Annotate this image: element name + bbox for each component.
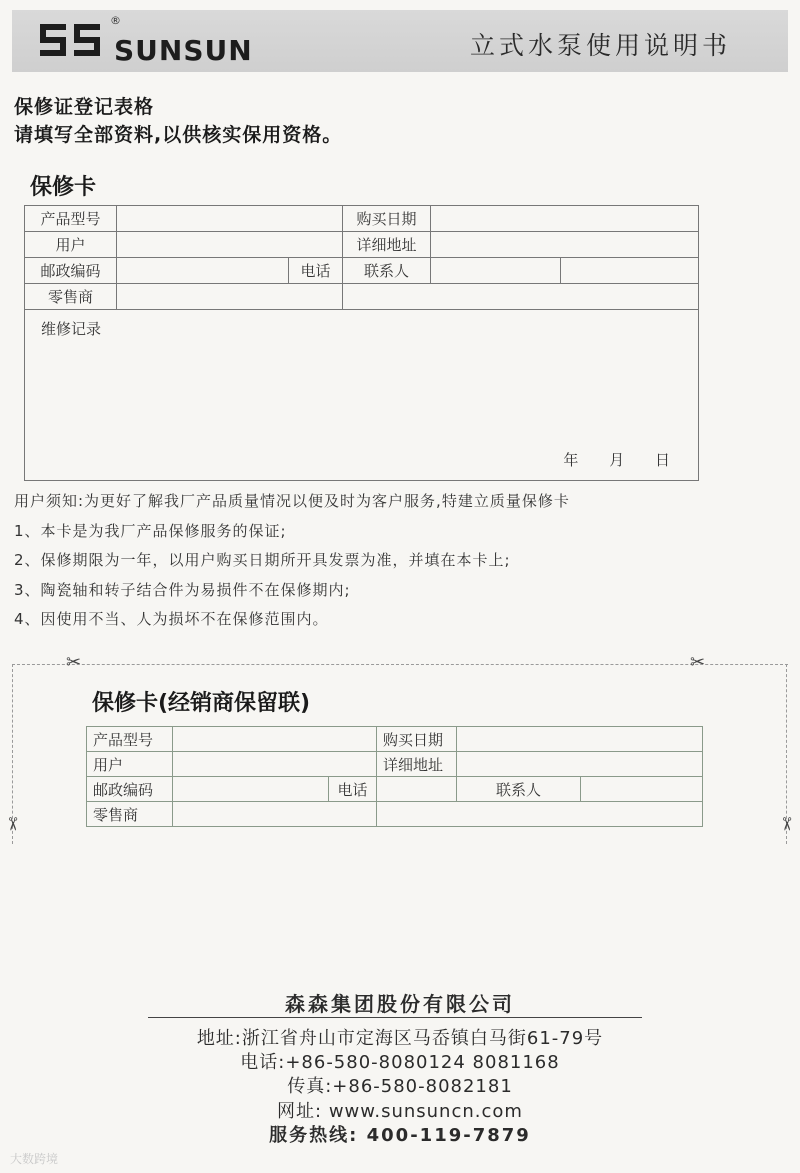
notice-item-2: 2、保修期限为一年，以用户购买日期所开具发票为准，并填在本卡上; [14, 551, 511, 569]
document-title: 立式水泵使用说明书 [470, 31, 732, 60]
address-label: 详细地址 [377, 752, 457, 777]
purchase-date-field[interactable] [431, 206, 699, 232]
year-label: 年 [563, 451, 579, 469]
retailer-extra-field[interactable] [377, 802, 703, 827]
address-field[interactable] [457, 752, 703, 777]
notice-item-3: 3、陶瓷轴和转子结合件为易损件不在保修期内; [14, 581, 351, 599]
company-website: 网址: www.sunsuncn.com [277, 1101, 523, 1122]
postal-code-label: 邮政编码 [25, 258, 117, 284]
user-label: 用户 [87, 752, 173, 777]
date-row [537, 449, 670, 470]
company-name: 森森集团股份有限公司 [285, 992, 515, 1016]
retailer-label: 零售商 [25, 284, 117, 310]
company-address: 地址:浙江省舟山市定海区马岙镇白马街61-79号 [196, 1028, 604, 1049]
table-row [25, 258, 699, 284]
user-field[interactable] [117, 232, 343, 258]
notice-heading: 用户须知:为更好了解我厂产品质量情况以便及时为客户服务,特建立质量保修卡 [14, 492, 570, 510]
purchase-date-label: 购买日期 [377, 727, 457, 752]
purchase-date-field[interactable] [457, 727, 703, 752]
table-row [87, 777, 703, 802]
scissors-icon: ✂ [690, 652, 706, 673]
phone-field[interactable] [561, 258, 699, 284]
notice-item-1: 1、本卡是为我厂产品保修服务的保证; [14, 522, 287, 540]
company-divider [148, 1017, 642, 1018]
dealer-card-title: 保修卡(经销商保留联) [92, 691, 311, 716]
scissors-icon: ✂ [775, 816, 797, 832]
brand-name: SUNSUN [114, 34, 253, 67]
registered-mark: ® [110, 14, 121, 27]
retailer-field[interactable] [117, 284, 343, 310]
table-row [87, 752, 703, 777]
watermark: 大数跨境 [10, 1152, 59, 1166]
address-label: 详细地址 [343, 232, 431, 258]
table-row [87, 802, 703, 827]
company-phone: 电话:+86-580-8080124 8081168 [240, 1052, 560, 1073]
table-row [25, 206, 699, 232]
dealer-card-table [86, 726, 703, 827]
warranty-card-table [24, 205, 699, 481]
table-row [87, 727, 703, 752]
product-model-label: 产品型号 [25, 206, 117, 232]
contact-label: 联系人 [457, 777, 581, 802]
intro-line-2: 请填写全部资料,以供核实保用资格。 [14, 124, 343, 146]
user-field[interactable] [173, 752, 377, 777]
service-hotline: 服务热线: 400-119-7879 [269, 1125, 531, 1146]
postal-code-field[interactable] [117, 258, 289, 284]
table-row [25, 232, 699, 258]
warranty-card-title: 保修卡 [30, 175, 97, 200]
address-field[interactable] [431, 232, 699, 258]
contact-field[interactable] [431, 258, 561, 284]
contact-field[interactable] [581, 777, 703, 802]
company-fax: 传真:+86-580-8082181 [287, 1076, 513, 1097]
retailer-label: 零售商 [87, 802, 173, 827]
phone-field[interactable] [377, 777, 457, 802]
intro-line-1: 保修证登记表格 [14, 96, 155, 118]
product-model-field[interactable] [117, 206, 343, 232]
contact-label: 联系人 [343, 258, 431, 284]
table-row [25, 310, 699, 481]
table-row [25, 284, 699, 310]
repair-record-area[interactable] [25, 310, 699, 481]
postal-code-field[interactable] [173, 777, 329, 802]
retailer-field[interactable] [173, 802, 377, 827]
phone-label: 电话 [289, 258, 343, 284]
notice-item-4: 4、因使用不当、人为损坏不在保修范围内。 [14, 610, 329, 628]
month-label: 月 [609, 451, 625, 469]
scissors-icon: ✂ [1, 816, 23, 832]
day-label: 日 [654, 451, 670, 469]
retailer-extra-field[interactable] [343, 284, 699, 310]
phone-label: 电话 [329, 777, 377, 802]
product-model-field[interactable] [173, 727, 377, 752]
scissors-icon: ✂ [66, 652, 82, 673]
product-model-label: 产品型号 [87, 727, 173, 752]
purchase-date-label: 购买日期 [343, 206, 431, 232]
cut-line-horizontal [12, 664, 788, 665]
postal-code-label: 邮政编码 [87, 777, 173, 802]
repair-record-label: 维修记录 [41, 320, 102, 338]
sunsun-logo-icon [38, 20, 104, 60]
user-label: 用户 [25, 232, 117, 258]
